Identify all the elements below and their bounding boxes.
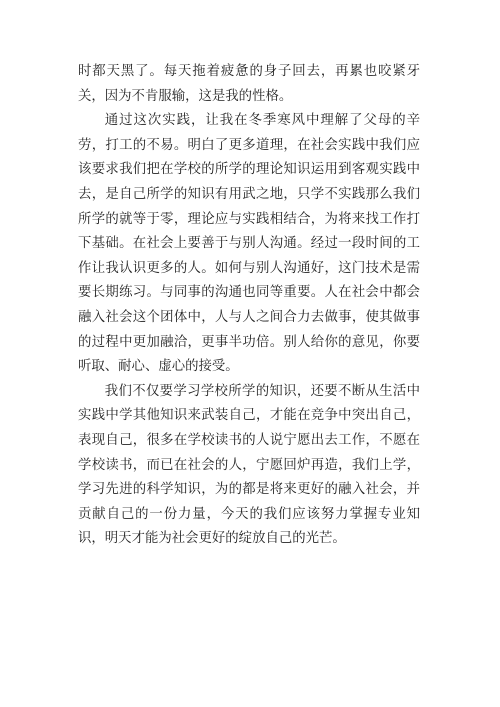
paragraph-continued: 时都天黑了。每天拖着疲惫的身子回去，再累也咬紧牙关，因为不肯服输，这是我的性格。 <box>78 64 420 104</box>
document-body <box>78 60 420 552</box>
paragraph-learning-conclusion: 我们不仅要学习学校所学的知识，还要不断从生活中实践中学其他知识来武装自己，才能在竞争中突出自己，表现自己，很多在学校读书的人说宁愿出去工作，不愿在学校读书，而已在社会的人，宁愿回炉再造，我们上学，学习先进的科学知识，为的都是将来更好的融入社会，并贡献自己的一份力量，今天的我们应该努力掌握专业知识，明天才能为社会更好的绽放自己的光芒。 <box>78 383 420 547</box>
paragraph-practice-reflection: 通过这次实践，让我在冬季寒风中理解了父母的辛劳，打工的不易。明白了更多道理，在社会实践中我们应该要求我们把在学校的所学的理论知识运用到客观实践中去，是自己所学的知识有用武之地，只学不实践那么我们所学的就等于零，理论应与实践相结合，为将来找工作打下基础。在社会上要善于与别人沟通。经过一段时间的工作让我认识更多的人。如何与别人沟通好，这门技术是需要长期练习。与同事的沟通也同等重要。人在社会中都会融入社会这个团体中，人与人之间合力去做事，使其做事的过程中更加融洽，更事半功倍。别人给你的意见，你要听取、耐心、虚心的接受。 <box>78 113 420 375</box>
